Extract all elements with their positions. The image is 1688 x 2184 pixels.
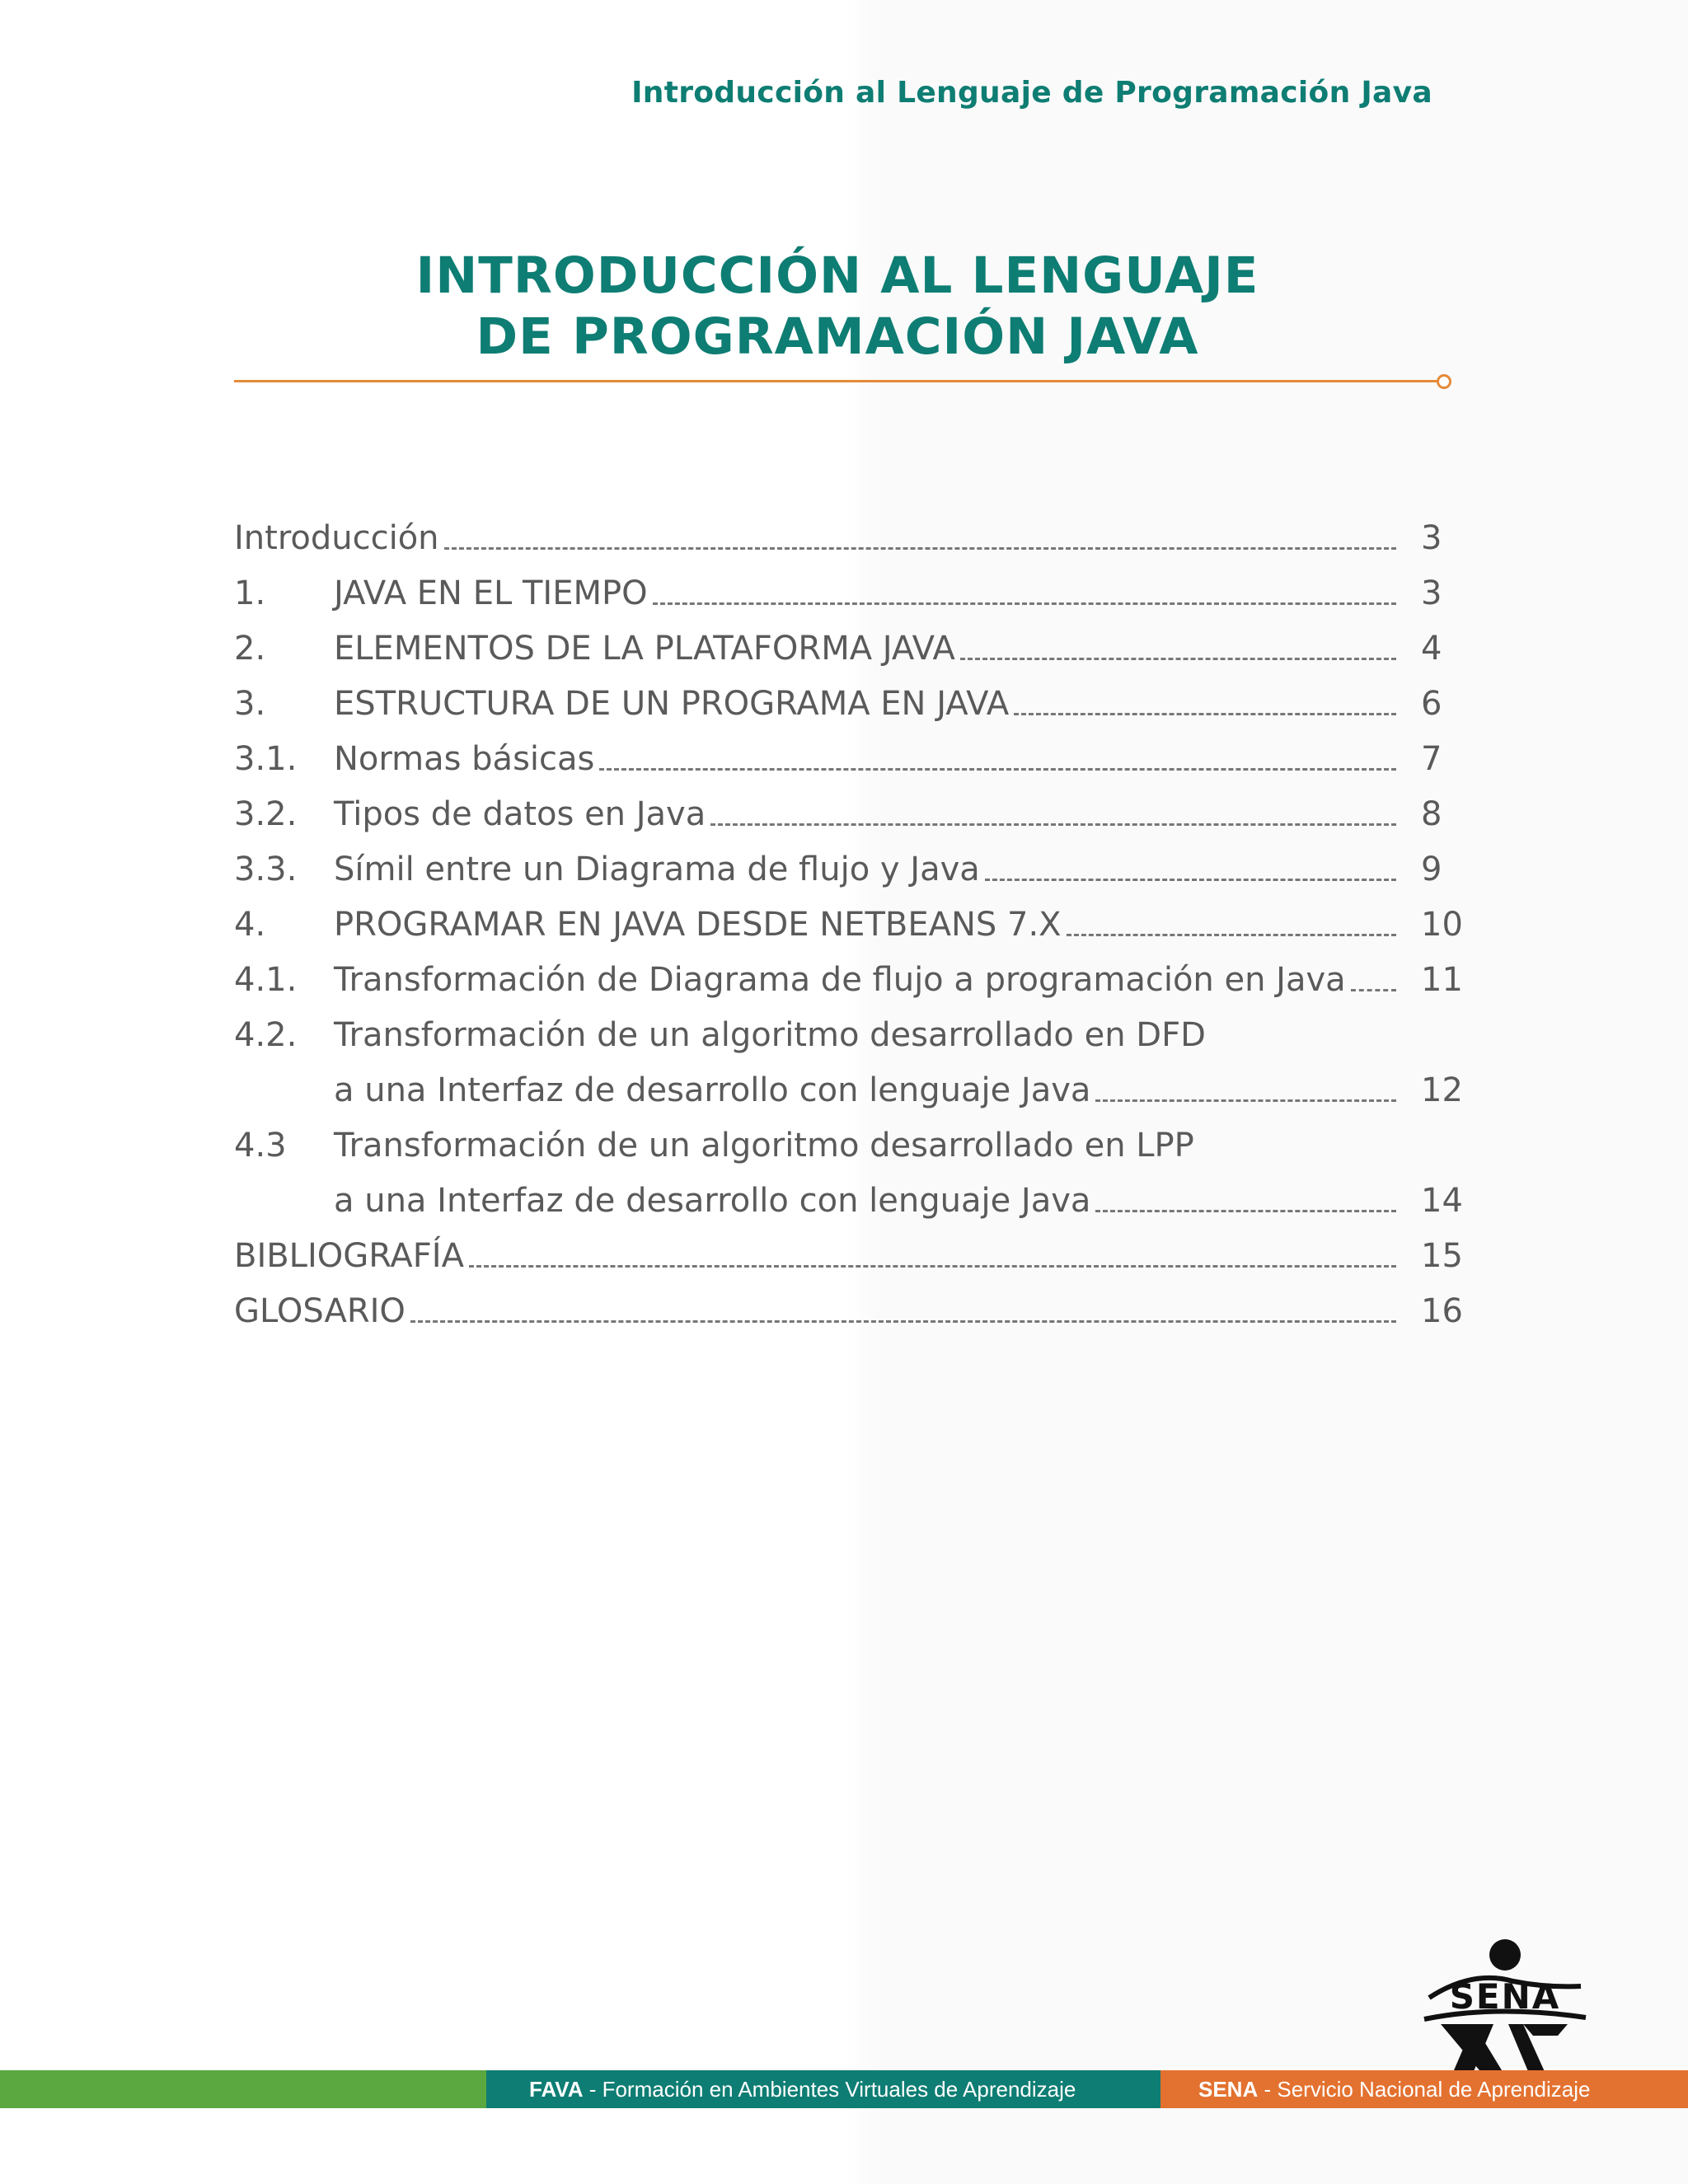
toc-entry[interactable] (234, 1118, 1470, 1174)
toc-dot-leader (444, 547, 1396, 550)
toc-dot-leader (653, 602, 1396, 605)
sena-logo-figure (1441, 2024, 1568, 2075)
toc-entry-number: 4.2. (234, 1016, 298, 1054)
toc-entry-page: 15 (1421, 1237, 1463, 1275)
toc-entry-continuation[interactable] (234, 1063, 1470, 1118)
running-header: Introducción al Lenguaje de Programación Java (631, 76, 1432, 110)
toc-entry[interactable] (234, 1229, 1470, 1284)
toc-entry-title: Introducción (234, 519, 439, 557)
toc-dot-leader (710, 823, 1396, 826)
footer-sena-description: - Servicio Nacional de Aprendizaje (1258, 2077, 1591, 2102)
footer-sena-acronym: SENA (1198, 2077, 1259, 2102)
toc-dot-leader (1095, 1099, 1396, 1102)
toc-entry-title: Tipos de datos en Java (334, 795, 706, 833)
toc-entry-title: a una Interfaz de desarrollo con lenguaje Java (334, 1071, 1091, 1109)
toc-entry[interactable] (234, 953, 1470, 1008)
toc-entry-number: 4.1. (234, 961, 298, 999)
toc-dot-leader (410, 1320, 1396, 1323)
toc-entry-title: Símil entre un Diagrama de flujo y Java (334, 851, 980, 888)
sena-logo-head (1489, 1939, 1521, 1971)
toc-entry[interactable] (234, 566, 1470, 621)
toc-entry[interactable] (234, 898, 1470, 953)
svg-text:SENA: SENA (1449, 1976, 1561, 2017)
toc-dot-leader (1351, 989, 1396, 991)
toc-entry-continuation[interactable] (234, 1174, 1470, 1229)
toc-entry-page: 9 (1421, 851, 1442, 888)
toc-entry-number: 3. (234, 685, 266, 723)
toc-entry[interactable] (234, 1284, 1470, 1339)
toc-entry[interactable] (234, 677, 1470, 732)
toc-entry-title: Transformación de Diagrama de flujo a programación en Java (334, 961, 1346, 999)
toc-entry-title: GLOSARIO (234, 1292, 406, 1330)
footer-band (0, 2070, 1688, 2108)
page-title-line-2: DE PROGRAMACIÓN JAVA (476, 307, 1199, 366)
toc-entry-number: 4.3 (234, 1127, 287, 1165)
toc-dot-leader (469, 1265, 1396, 1268)
title-divider (234, 380, 1437, 382)
toc-entry-number: 3.2. (234, 795, 298, 833)
toc-entry-title: a una Interfaz de desarrollo con lenguaje Java (334, 1182, 1091, 1220)
toc-entry-number: 4. (234, 906, 266, 944)
toc-entry-page: 11 (1421, 961, 1463, 999)
toc-dot-leader (985, 879, 1396, 881)
toc-entry-page: 12 (1421, 1071, 1463, 1109)
toc-entry-title: BIBLIOGRAFÍA (234, 1237, 464, 1275)
toc-dot-leader (960, 658, 1396, 660)
footer-sena (1160, 2070, 1688, 2108)
toc-entry-page: 10 (1421, 906, 1463, 944)
toc-dot-leader (1067, 934, 1396, 936)
toc-entry-title: ELEMENTOS DE LA PLATAFORMA JAVA (334, 630, 955, 668)
toc-entry-page: 8 (1421, 795, 1442, 833)
toc-dot-leader (1095, 1210, 1396, 1212)
toc-entry-title: ESTRUCTURA DE UN PROGRAMA EN JAVA (334, 685, 1010, 723)
toc-entry-title: JAVA EN EL TIEMPO (334, 574, 648, 612)
toc-entry[interactable] (234, 621, 1470, 677)
toc-entry[interactable] (234, 511, 1470, 566)
toc-entry-title: Transformación de un algoritmo desarrollado en LPP (334, 1127, 1194, 1165)
toc-entry[interactable] (234, 1008, 1470, 1063)
toc-entry[interactable] (234, 787, 1470, 842)
toc-entry-title: Transformación de un algoritmo desarrollado en DFD (334, 1016, 1206, 1054)
toc-entry-title: Normas básicas (334, 740, 595, 778)
sena-logo-wordmark (1424, 1976, 1586, 2019)
toc-entry-number: 3.1. (234, 740, 298, 778)
toc-entry-page: 4 (1421, 630, 1442, 668)
toc-entry-page: 3 (1421, 519, 1442, 557)
toc-entry-page: 14 (1421, 1182, 1463, 1220)
footer-fava (486, 2070, 1160, 2108)
footer-green-segment (0, 2070, 486, 2108)
toc-dot-leader (599, 768, 1396, 771)
toc-entry-page: 6 (1421, 685, 1442, 723)
table-of-contents (234, 511, 1470, 1339)
toc-entry-title: PROGRAMAR EN JAVA DESDE NETBEANS 7.X (334, 906, 1062, 944)
toc-entry-page: 7 (1421, 740, 1442, 778)
toc-entry-page: 16 (1421, 1292, 1463, 1330)
toc-entry-number: 2. (234, 630, 266, 668)
toc-entry[interactable] (234, 842, 1470, 898)
toc-dot-leader (1014, 713, 1396, 715)
sena-logo (1423, 1938, 1587, 2079)
toc-entry-page: 3 (1421, 574, 1442, 612)
footer-fava-acronym: FAVA (529, 2077, 584, 2102)
toc-entry[interactable] (234, 732, 1470, 787)
title-divider-end-dot (1437, 374, 1451, 389)
page-title-line-1: INTRODUCCIÓN AL LENGUAJE (415, 246, 1259, 305)
page-title (235, 246, 1440, 368)
toc-entry-number: 3.3. (234, 851, 298, 888)
footer-fava-description: - Formación en Ambientes Virtuales de Aprendizaje (583, 2077, 1076, 2102)
toc-entry-number: 1. (234, 574, 266, 612)
